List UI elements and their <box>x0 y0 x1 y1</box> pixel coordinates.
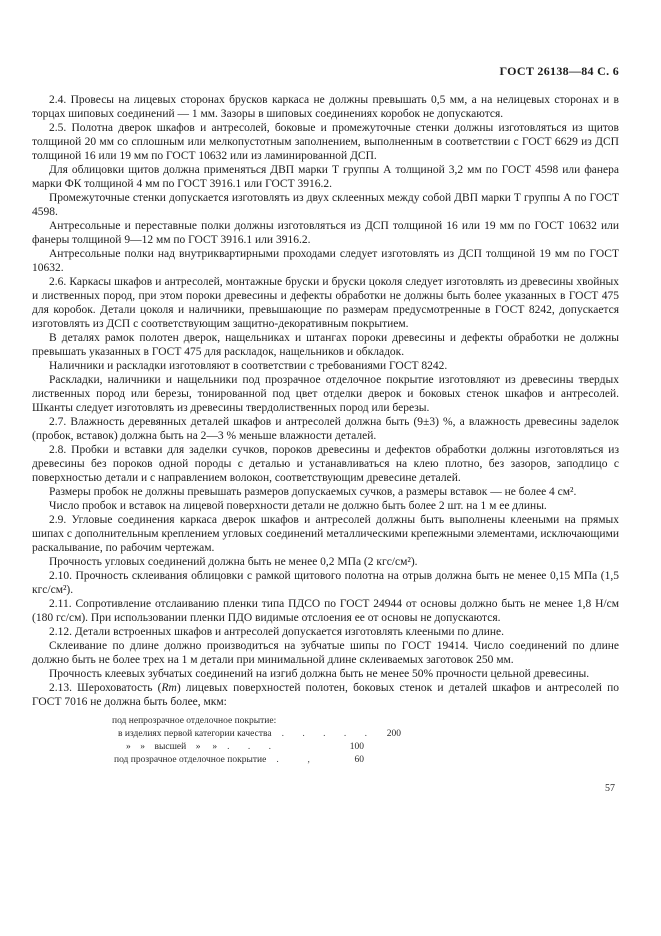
dot-leader: . . . <box>227 742 279 752</box>
document-body <box>32 93 619 709</box>
paragraph: 2.11. Сопротивление отслаиванию пленки типа ПДСО по ГОСТ 24944 от основы должно быть не менее 1,8 Н/см (180 гс/см). При использовании пленки ПДО видимые отслоения ее от основы не допускаются. <box>32 598 619 624</box>
roughness-row <box>112 741 364 754</box>
paragraph: Размеры пробок не должны превышать размеров допускаемых сучков, а размеры вставок — не более 4 см². <box>49 486 577 498</box>
paragraph: Антресольные полки над внутриквартирными проходами следует изготовлять из ДСП толщиной 19 мм по ГОСТ 10632. <box>32 248 619 274</box>
roughness-label: в изделиях первой категории качества <box>118 729 272 739</box>
paragraph: 2.5. Полотна дверок шкафов и антресолей, боковые и промежуточные стенки должны изготовляться из щитов толщиной 20 мм со сплошным или мелкопустотным заполнением, выполненным в соответствии с ГОСТ 6629 из ДСП толщиной 16 или 19 мм по ГОСТ 10632 или из ламинированной ДСП. <box>32 122 619 162</box>
roughness-value: 60 <box>354 755 364 765</box>
paragraph: Раскладки, наличники и нащельники под прозрачное отделочное покрытие изготовляют из древесины твердых лиственных пород или березы, тонированной под цвет отделки дверок и боковых стенок шкафов и антресолей. Шканты следует изготовлять из древесины твердолиственных пород или березы. <box>32 374 619 414</box>
paragraph: Прочность угловых соединений должна быть не менее 0,2 МПа (2 кгс/см²). <box>49 556 418 568</box>
roughness-rows <box>112 728 401 767</box>
roughness-value: 200 <box>386 729 401 739</box>
paragraph: Наличники и раскладки изготовляют в соответствии с требованиями ГОСТ 8242. <box>49 360 448 372</box>
paragraph: 2.8. Пробки и вставки для заделки сучков, пороков древесины и дефектов обработки должны изготовляться из древесины без пороков одной породы с деталью и устанавливаться на клею плотно, без зазоров, заподлицо с поверхностью детали и с направлением волокон, соответствующим древесине деталей. <box>32 444 619 484</box>
paragraph: 2.13. Шероховатость (Rm) лицевых поверхностей полотен, боковых стенок и деталей шкафов и антресолей по ГОСТ 7016 не должна быть более, мкм: <box>32 682 619 708</box>
page-header <box>32 64 619 79</box>
roughness-label: » » высшей » » <box>126 742 218 752</box>
paragraph: 2.4. Провесы на лицевых сторонах брусков каркаса не должны превышать 0,5 мм, а на нелицевых сторонах и в торцах шиповых соединений — 1 мм. Зазоры в шиповых соединениях коробок не допускаются. <box>32 94 619 120</box>
paragraph: Антресольные и переставные полки должны изготовляться из ДСП толщиной 16 или 19 мм по ГОСТ 10632 или фанеры толщиной 9—12 мм по ГОСТ 3916.1 или 3916.2. <box>32 220 619 246</box>
page-number: 57 <box>605 783 615 794</box>
paragraph: 2.12. Детали встроенных шкафов и антресолей допускается изготовлять клееными по длине. <box>49 626 505 638</box>
paragraph: 2.6. Каркасы шкафов и антресолей, монтажные бруски и бруски цоколя следует изготовлять из древесины хвойных и лиственных пород, при этом пороки древесины и дефекты обработки не должны быть более указанных в ГОСТ 475 для коробок. Детали цоколя и наличники, превышающие по размерам предусмотренные в ГОСТ 8242, допускается изготовлять из ДСП с соответствующим защитно-декоративным покрытием. <box>32 276 619 330</box>
dot-leader: . . . . . <box>281 729 375 739</box>
paragraph: В деталях рамок полотен дверок, нащельниках и штангах пороки древесины и дефекты обработки не должны превышать указанных в ГОСТ 475 для раскладок, нащельников и обкладок. <box>32 332 619 358</box>
roughness-list <box>112 715 401 767</box>
paragraph: Для облицовки щитов должна применяться ДВП марки Т группы А толщиной 3,2 мм по ГОСТ 4598 или фанера марки ФК толщиной 4 мм по ГОСТ 3916.1 или ГОСТ 3916.2. <box>32 164 619 190</box>
roughness-heading: под непрозрачное отделочное покрытие: <box>112 716 277 726</box>
dot-leader: . , <box>276 755 318 765</box>
paragraph: 2.10. Прочность склеивания облицовки с рамкой щитового полотна на отрыв должна быть не менее 0,15 МПа (1,5 кгс/см²). <box>32 570 619 596</box>
roughness-row <box>112 754 364 767</box>
paragraph: Склеивание по длине должно производиться на зубчатые шипы по ГОСТ 19414. Число соединений по длине должно быть не более трех на 1 м детали при минимальной длине склеиваемых заготовок 250 мм. <box>32 640 619 666</box>
paragraph: 2.9. Угловые соединения каркаса дверок шкафов и антресолей должны быть выполнены клееными на прямых шипах с дополнительным креплением угловых соединений металлическими крепежными элементами, исключающими раскалывание, по рабочим чертежам. <box>32 514 619 554</box>
paragraph: Промежуточные стенки допускается изготовлять из двух склеенных между собой ДВП марки Т группы А по ГОСТ 4598. <box>32 192 619 218</box>
paragraph: 2.7. Влажность деревянных деталей шкафов и антресолей должна быть (9±3) %, а влажность древесины заделок (пробок, вставок) должна быть на 2—3 % меньше влажности деталей. <box>32 416 619 442</box>
roughness-row <box>112 728 401 741</box>
page-footer <box>0 783 615 794</box>
roughness-value: 100 <box>349 742 364 752</box>
paragraph: Число пробок и вставок на лицевой поверхности детали не должно быть более 2 шт. на 1 м ее длины. <box>49 500 547 512</box>
paragraph: Прочность клеевых зубчатых соединений на изгиб должна быть не менее 50% прочности цельной древесины. <box>49 668 590 680</box>
gost-number: ГОСТ 26138—84 С. 6 <box>499 64 619 78</box>
roughness-label: под прозрачное отделочное покрытие <box>114 755 267 765</box>
